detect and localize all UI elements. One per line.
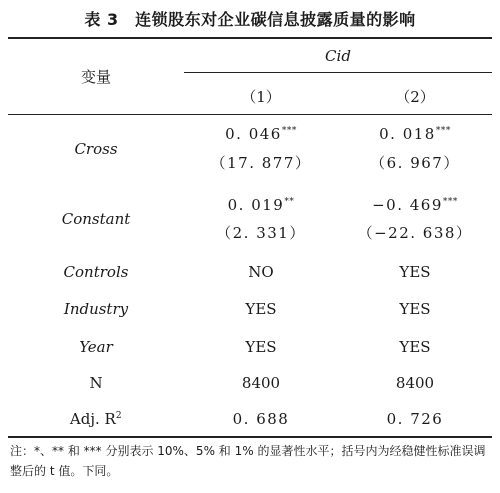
variable-header: 变量 [80,68,111,86]
cross-coef-1: 0. 046*** [225,125,297,143]
column-1-header: （1） [241,88,281,106]
row-label-industry: Industry [63,300,129,318]
constant-t-1: （2. 331） [216,224,306,242]
cross-coef-2: 0. 018*** [379,125,451,143]
header-rule [8,114,492,115]
row-label-controls: Controls [63,263,129,281]
top-rule [8,37,492,39]
industry-2: YES [399,300,431,318]
industry-1: YES [245,300,277,318]
spanner-rule [184,72,492,73]
constant-coef-1: 0. 019** [227,196,295,214]
row-label-cross: Cross [74,140,118,158]
n-2: 8400 [395,374,435,392]
controls-2: YES [399,263,431,281]
year-1: YES [245,338,277,356]
table-note: 注：*、** 和 *** 分别表示 10%、5% 和 1% 的显著性水平；括号内为经稳健性标准误调整后的 t 值。下同。 [10,444,486,478]
bottom-rule [8,436,492,438]
row-label-constant: Constant [61,210,131,228]
dependent-variable-label: Cid [325,47,351,65]
year-2: YES [399,338,431,356]
constant-coef-2: −0. 469*** [372,196,458,214]
table-title: 表 3 连锁股东对企业碳信息披露质量的影响 [84,10,416,29]
adj-r2-1: 0. 688 [232,410,290,428]
row-label-n: N [89,374,103,392]
column-2-header: （2） [395,88,435,106]
row-label-year: Year [79,338,113,356]
cross-t-1: （17. 877） [210,154,312,172]
constant-t-2: （−22. 638） [357,224,473,242]
cross-t-2: （6. 967） [370,154,460,172]
adj-r2-2: 0. 726 [386,410,444,428]
controls-1: NO [248,263,274,281]
row-label-adj-r2: Adj. $R^2$ [69,410,123,428]
n-1: 8400 [241,374,281,392]
